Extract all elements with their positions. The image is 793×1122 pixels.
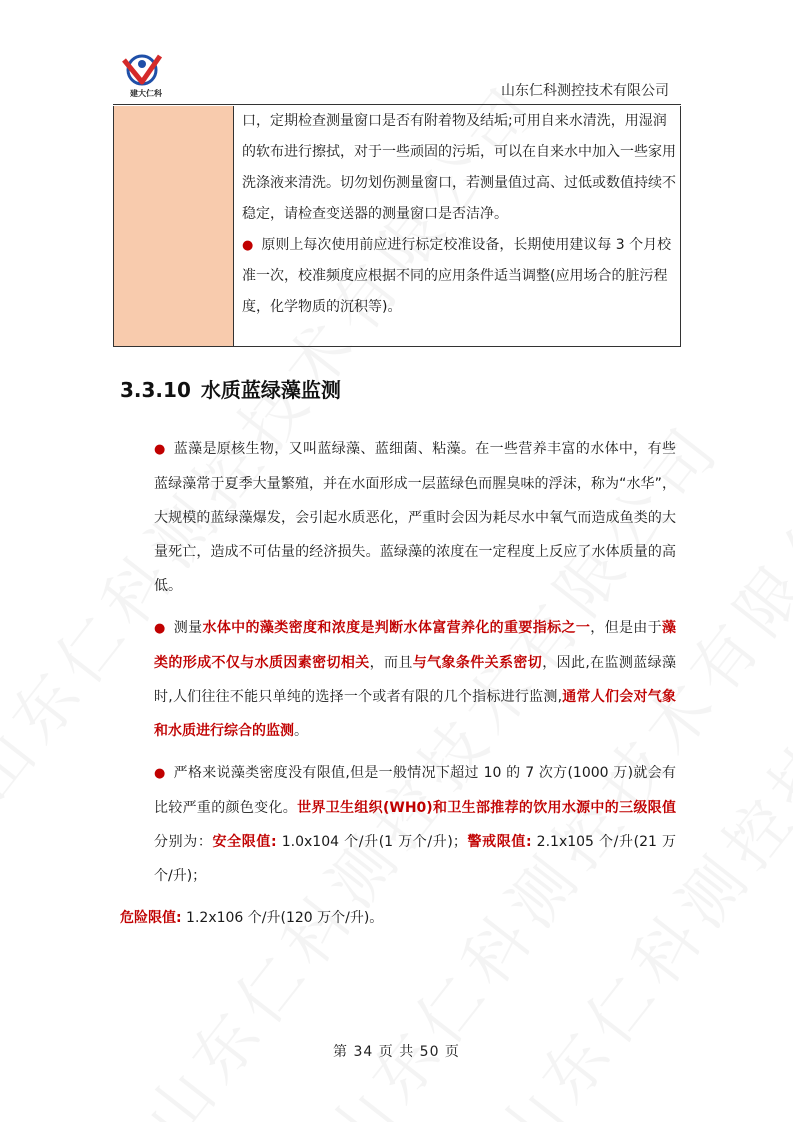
bullet-icon: ● <box>242 238 254 253</box>
paragraph-text: ，但是由于 <box>590 620 663 636</box>
highlight-text: 世界卫生组织(WH0)和卫生部推荐的饮用水源中的三级限值 <box>297 800 676 816</box>
company-name: 山东仁科测控技术有限公司 <box>501 83 669 99</box>
paragraph-text: 分别为： <box>154 834 213 850</box>
highlight-text: 水体中的藻类密度和浓度是判断水体富营养化的重要指标之一 <box>202 620 591 636</box>
section-title: 水质蓝绿藻监测 <box>200 378 341 402</box>
bullet-icon: ● <box>154 766 166 781</box>
maintenance-table <box>113 106 681 347</box>
table-label-cell <box>114 106 234 346</box>
paragraph-text: 1.0x104 个/升(1 万个/升)； <box>276 834 467 850</box>
logo-text: 建大仁科 <box>130 89 162 98</box>
paragraph-text: 严格来说藻类密度没有限值,但是一般情况下超过 10 的 7 次方(1000 万)就会有比较严重的颜色变化。 <box>154 765 676 816</box>
section-number: 3.3.10 <box>120 378 191 402</box>
paragraph-text: ，因此,在监测蓝绿藻时,人们往往不能只单纯的选择一个或者有限的几个指标进行监测, <box>154 655 677 705</box>
highlight-text: 通常人们会对气象和水质进行综合的监测 <box>154 689 676 739</box>
highlight-text: 安全限值: <box>212 834 277 850</box>
table-content-cell <box>242 106 676 323</box>
table-paragraph: 口，定期检查测量窗口是否有附着物及结垢;可用自来水清洗，用湿润的软布进行擦拭，对于一些顽固的污垢，可以在自来水中加入一些家用洗涤液来清洗。切勿划伤测量窗口，若测量值过高、过低或数值持续不稳定，请检查变送器的测量窗口是否洁净。 <box>242 113 676 222</box>
section-heading <box>120 374 341 403</box>
logo-emblem-icon <box>118 50 174 90</box>
bullet-icon: ● <box>154 621 166 636</box>
table-paragraph <box>242 230 676 323</box>
header-divider <box>113 104 681 105</box>
highlight-text: 藻类的形成不仅与水质因素密切相关 <box>154 620 677 671</box>
paragraph-text: 测量 <box>173 620 203 636</box>
paragraph-text: 2.1x105 个/升(21 万个/升)； <box>154 834 676 884</box>
paragraph-text: 蓝藻是原核生物，又叫蓝绿藻、蓝细菌、粘藻。在一些营养丰富的水体中，有些蓝绿藻常于夏季大量繁殖，并在水面形成一层蓝绿色而腥臭味的浮沫，称为“水华”，大规模的蓝绿藻爆发，会引起水质恶化，严重时会因为耗尽水中氧气而造成鱼类的大量死亡，造成不可估量的经济损失。蓝绿藻的浓度在一定程度上反应了水体质量的高低。 <box>154 441 677 594</box>
highlight-text: 与气象条件关系密切 <box>412 655 543 671</box>
company-logo <box>118 50 174 100</box>
paragraph-text: 。 <box>294 723 308 739</box>
highlight-text: 警戒限值: <box>466 834 532 850</box>
paragraph <box>120 901 676 935</box>
paragraph-text: ，而且 <box>369 655 413 671</box>
section-body <box>120 432 676 935</box>
paragraph-text: 1.2x106 个/升(120 万个/升)。 <box>181 910 384 926</box>
paragraph <box>120 432 676 603</box>
paragraph <box>120 611 676 748</box>
highlight-text: 危险限值: <box>120 910 182 926</box>
table-paragraph-text: 原则上每次使用前应进行标定校准设备，长期使用建议每 3 个月校准一次，校准频度应根据不同的应用条件适当调整(应用场合的脏污程度，化学物质的沉积等)。 <box>242 237 672 315</box>
paragraph <box>120 756 676 893</box>
bullet-icon: ● <box>154 442 166 457</box>
page-number: 第 34 页 共 50 页 <box>333 1044 460 1060</box>
